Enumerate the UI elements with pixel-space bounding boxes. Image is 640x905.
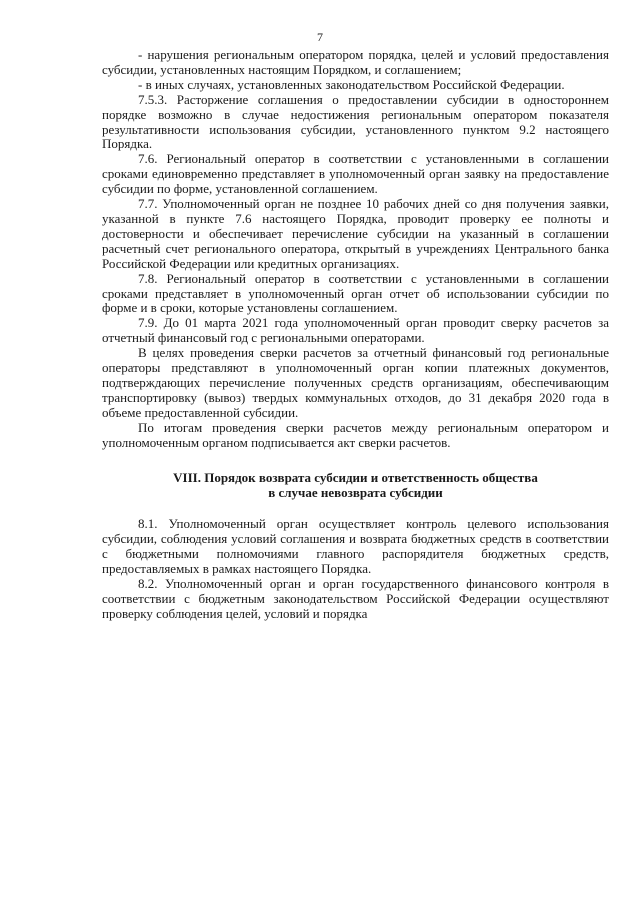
- document-body: [102, 48, 609, 622]
- section-heading-line-1: VIII. Порядок возврата субсидии и ответственность общества: [173, 470, 538, 486]
- page-number: 7: [317, 30, 323, 44]
- section-heading: [102, 470, 609, 500]
- paragraph: 7.6. Региональный оператор в соответствии с установленными в соглашении сроками единовременно представляет в уполномоченный орган заявку на предоставление субсидии по форме, установленной соглашением.: [102, 151, 609, 197]
- paragraph: 7.9. До 01 марта 2021 года уполномоченный орган проводит сверку расчетов за отчетный финансовый год с региональными операторами.: [102, 315, 609, 346]
- paragraph: 7.8. Региональный оператор в соответствии с установленными в соглашении сроками представляет в уполномоченный орган отчет об использовании субсидии по форме и в сроки, которые установлены соглашением.: [102, 270, 609, 316]
- paragraph: В целях проведения сверки расчетов за отчетный финансовый год региональные операторы представляют в уполномоченный орган копии платежных документов, подтверждающих перечисление полученных средств организациям, обеспечивающим транспортировку (вывоз) твердых коммунальных отходов, до 31 декабря 2020 года в объеме предоставленной субсидии.: [102, 345, 609, 420]
- section-heading-line-2: в случае невозврата субсидии: [268, 485, 443, 501]
- paragraph: 7.5.3. Расторжение соглашения о предоставлении субсидии в одностороннем порядке возможно в случае недостижения региональным оператором показателя результативности использования субсидии, установленного пунктом 9.2 настоящего Порядка.: [102, 91, 609, 152]
- paragraph: 8.1. Уполномоченный орган осуществляет контроль целевого использования субсидии, соблюдения условий соглашения и возврата бюджетных средств в соответствии с бюджетными полномочиями главного распорядителя бюджетных средств, предоставляемых в рамках настоящего Порядка.: [102, 516, 609, 577]
- paragraph: 7.7. Уполномоченный орган не позднее 10 рабочих дней со дня получения заявки, указанной в пункте 7.6 настоящего Порядка, проводит проверку ее полноты и достоверности и обеспечивает перечисление субсидии на указанный в соглашении расчетный счет регионального оператора, открытый в учреждениях Центрального банка Российской Федерации или кредитных организациях.: [102, 196, 609, 271]
- paragraph: По итогам проведения сверки расчетов между региональным оператором и уполномоченным органом подписывается акт сверки расчетов.: [102, 419, 609, 450]
- paragraph: - в иных случаях, установленных законодательством Российской Федерации.: [138, 76, 565, 92]
- paragraph: - нарушения региональным оператором порядка, целей и условий предоставления субсидии, установленных настоящим Порядком, и соглашением;: [102, 47, 609, 77]
- paragraph: 8.2. Уполномоченный орган и орган государственного финансового контроля в соответствии с бюджетным законодательством Российской Федерации осуществляют проверку соблюдения целей, условий и порядка: [102, 576, 609, 621]
